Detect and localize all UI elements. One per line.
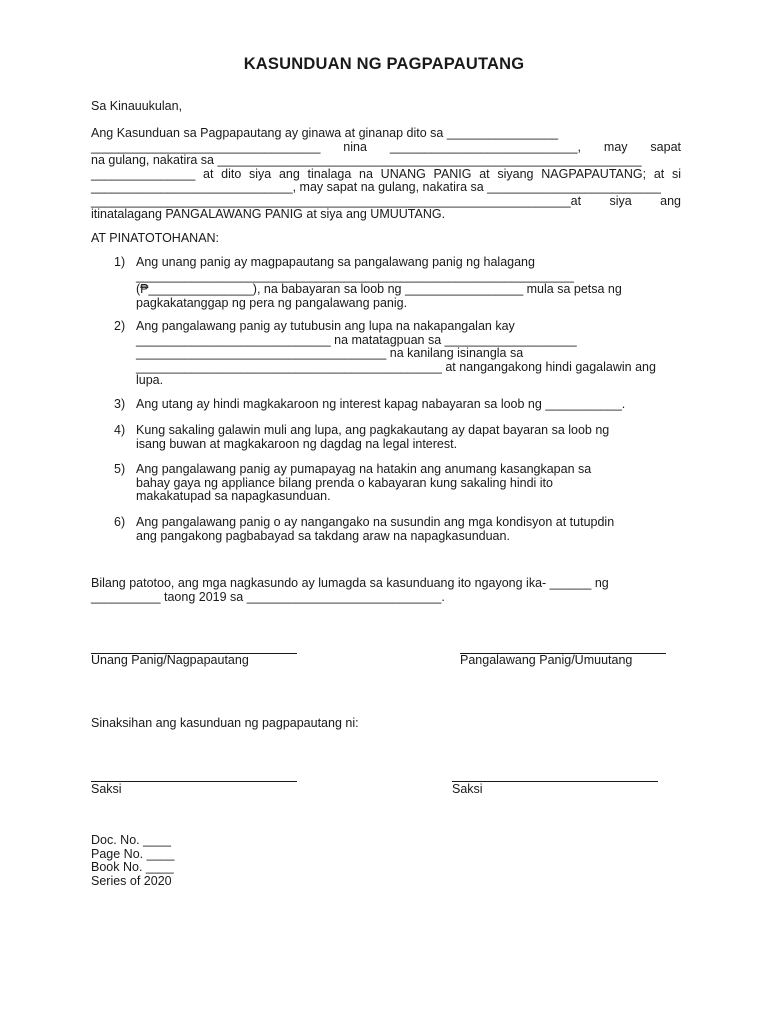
term-line: (₱_______________), na babayaran sa loob ng _________________ mula sa petsa ng <box>136 282 622 296</box>
doc-no: Doc. No. ____ <box>91 833 171 847</box>
term-number: 3) <box>114 397 126 411</box>
term-line: Kung sakaling galawin muli ang lupa, ang pagkakautang ay dapat bayaran sa loob ng <box>136 423 610 437</box>
witnessed-by-text: Sinaksihan ang kasunduan ng pagpapautang ni: <box>91 716 359 730</box>
term-number: 2) <box>114 319 126 333</box>
witness-clause-line-1: Bilang patotoo, ang mga nagkasundo ay lumagda sa kasunduang ito ngayong ika- ______ ng <box>91 576 609 590</box>
term-line: Ang utang ay hindi magkakaroon ng interest kapag nabayaran sa loob ng ___________. <box>136 397 626 411</box>
term-line: isang buwan at magkakaroon ng dagdag na legal interest. <box>136 436 458 451</box>
book-no: Book No. ____ <box>91 860 174 874</box>
second-party-label: Pangalawang Panig/Umuutang <box>460 653 633 667</box>
term-line: lupa. <box>136 373 164 387</box>
term-text <box>136 398 658 412</box>
document-title: KASUNDUAN NG PAGPAPAUTANG <box>243 55 525 73</box>
at-pinatotohanan-heading: AT PINATOTOHANAN: <box>91 231 220 245</box>
term-line: makakatupad sa napagkasunduan. <box>136 489 331 503</box>
term-line: ____________________________________________ at nangangakong hindi gagalawin ang <box>136 359 656 374</box>
term-number: 1) <box>114 255 126 269</box>
salutation: Sa Kinauukulan, <box>91 99 183 113</box>
term-line: ang pangakong pagbabayad sa takdang araw na napagkasunduan. <box>136 528 510 543</box>
intro-line: itinatalagang PANGALAWANG PANIG at siya ang UMUUTANG. <box>91 207 446 221</box>
term-line: pagkakatanggap ng pera ng pangalawang panig. <box>136 295 408 310</box>
page-no: Page No. ____ <box>91 846 175 861</box>
intro-paragraph <box>91 127 681 222</box>
term-text <box>136 256 658 310</box>
term-text <box>136 424 658 451</box>
term-line: ____________________________________ na kanilang isinangla sa <box>136 346 524 360</box>
witness-clause-line-2: __________ taong 2019 sa ____________________________. <box>91 590 445 604</box>
witness-1-label: Saksi <box>91 782 122 796</box>
term-text <box>136 320 658 388</box>
term-text <box>136 463 658 504</box>
intro-line: _______________ at dito siya ang tinalaga na UNANG PANIG at siyang NAGPAPAUTANG; at si <box>91 166 681 181</box>
intro-line: na gulang, nakatira sa _____________________________________________________________ <box>91 153 642 167</box>
term-line: Ang pangalawang panig o ay nangangako na susundin ang mga kondisyon at tutupdin <box>136 515 615 529</box>
intro-line: _________________________________ nina ___________________________, may sapat <box>91 139 681 154</box>
intro-line: _____________________________, may sapat na gulang, nakatira sa _________________________ <box>91 180 661 194</box>
notarial-footer <box>91 834 174 888</box>
term-line: Ang unang panig ay magpapautang sa pangalawang panig ng halagang <box>136 255 535 269</box>
term-number: 6) <box>114 515 126 529</box>
term-text <box>136 516 658 543</box>
witness-1-signature-line <box>91 781 297 782</box>
series: Series of 2020 <box>91 873 172 888</box>
witness-2-signature-line <box>452 781 658 782</box>
first-party-label: Unang Panig/Nagpapautang <box>91 653 249 667</box>
intro-line: _____________________________________________________________________at siya ang <box>91 193 681 208</box>
term-line: Ang pangalawang panig ay tutubusin ang lupa na nakapangalan kay <box>136 319 515 333</box>
term-line: ____________________________ na matatagpuan sa ___________________ <box>136 332 577 347</box>
term-line: Ang pangalawang panig ay pumapayag na hatakin ang anumang kasangkapan sa <box>136 462 592 476</box>
term-line: _______________________________________________________________ <box>136 268 574 283</box>
intro-line: Ang Kasunduan sa Pagpapautang ay ginawa at ginanap dito sa ________________ <box>91 126 559 140</box>
term-line: bahay gaya ng appliance bilang prenda o kabayaran kung sakaling hindi ito <box>136 475 553 490</box>
term-number: 4) <box>114 423 126 437</box>
term-number: 5) <box>114 462 126 476</box>
witness-2-label: Saksi <box>452 782 483 796</box>
